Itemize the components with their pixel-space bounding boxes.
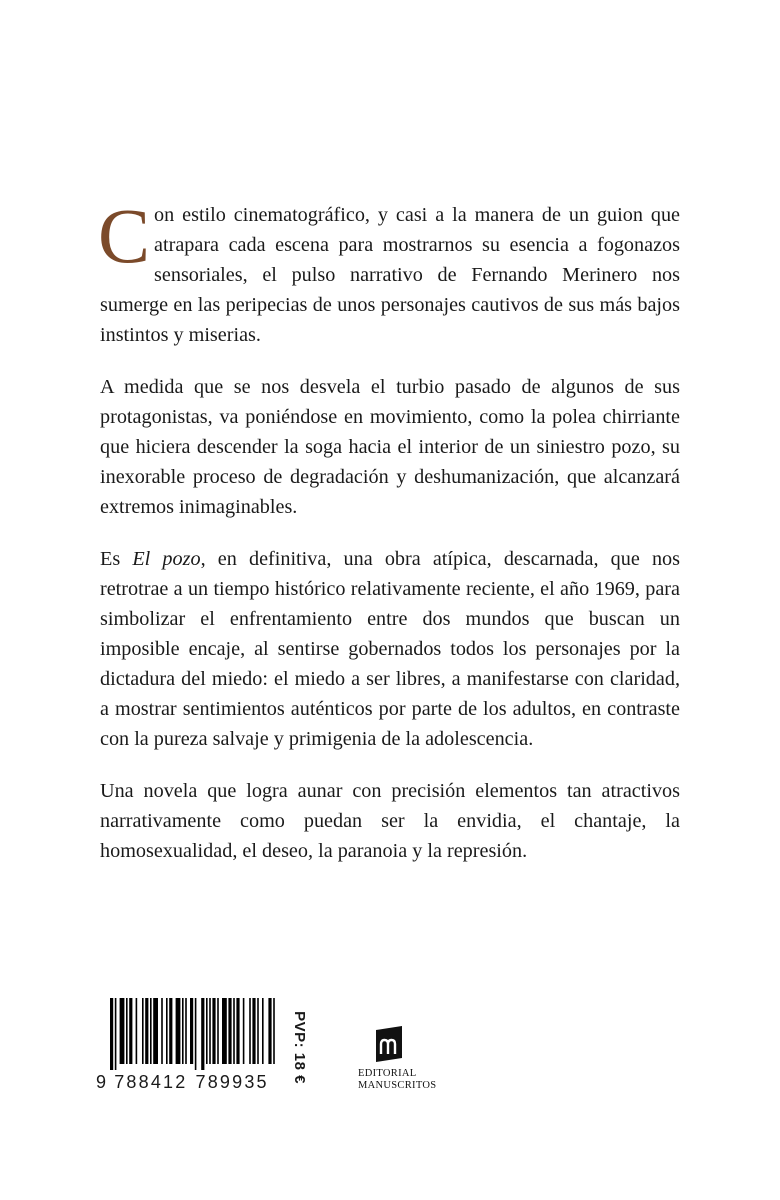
barcode-bar xyxy=(129,998,132,1064)
synopsis-text xyxy=(98,192,681,888)
barcode-bar xyxy=(126,998,128,1064)
barcode-bar xyxy=(115,998,117,1070)
barcode-bar xyxy=(236,998,239,1064)
barcode-bar xyxy=(233,998,235,1064)
isbn-number xyxy=(96,1068,282,1096)
barcode-bar xyxy=(153,998,158,1064)
barcode-bar xyxy=(182,998,184,1064)
book-m-logo-icon xyxy=(372,1024,406,1064)
barcode-bar xyxy=(257,998,259,1064)
drop-cap: C xyxy=(98,192,151,279)
publisher-line-2: MANUSCRITOS xyxy=(358,1080,437,1091)
barcode-box xyxy=(96,998,282,1096)
barcode-bar xyxy=(268,998,271,1064)
barcode-bar xyxy=(176,998,181,1064)
barcode-bar xyxy=(195,998,197,1070)
paragraph-1 xyxy=(98,192,680,350)
barcode-bar xyxy=(273,998,275,1064)
publisher-name xyxy=(358,1068,462,1092)
paragraph-4: Una novela que logra aunar con precisión elementos tan atractivos narrativamente como puedan ser la envidia, el chantaje, la homosexualidad, el deseo, la paranoia y la represión. xyxy=(100,780,680,862)
isbn-left-digits: 788412 xyxy=(114,1071,188,1092)
barcode-bar xyxy=(217,998,219,1064)
barcode-bar xyxy=(262,998,264,1064)
price-label xyxy=(288,998,310,1096)
isbn-right-digits: 789935 xyxy=(195,1071,269,1092)
paragraph-2: A medida que se nos desvela el turbio pasado de algunos de sus protagonistas, va poniéndose en movimiento, como la polea chirriante que hiciera descender la soga hacia el interior de un siniestro pozo, su inexorable proceso de degradación y deshumanización, que alcanzará extremos inimaginables. xyxy=(100,376,680,518)
publisher-logo-block xyxy=(352,1024,462,1092)
publisher-line-1: EDITORIAL xyxy=(358,1068,417,1079)
barcode-bars xyxy=(110,998,276,1070)
price-text: PVP: 18 € xyxy=(290,1010,308,1084)
barcode-bar xyxy=(228,998,231,1064)
book-title-italic: El pozo xyxy=(132,548,201,570)
isbn-barcode xyxy=(96,998,306,1096)
barcode-bar xyxy=(185,998,187,1064)
barcode-bar xyxy=(249,998,251,1064)
paragraph-3-prefix: Es xyxy=(100,548,133,570)
barcode-bar xyxy=(169,998,172,1064)
isbn-first-digit: 9 xyxy=(96,1071,109,1092)
barcode-bar xyxy=(145,998,148,1064)
barcode-bar xyxy=(136,998,138,1064)
barcode-bar xyxy=(161,998,163,1064)
barcode-bar xyxy=(150,998,152,1064)
barcode-bar xyxy=(201,998,204,1070)
barcode-bar xyxy=(166,998,168,1064)
paragraph-3 xyxy=(100,544,680,754)
paragraph-1-text: on estilo cinematográfico, y casi a la manera de un guion que atrapara cada escena para mostrarnos su esencia a fogonazos sensoriales, el pulso narrativo de Fernando Merinero nos sumerge en las peripecias de unos personajes cautivos de sus más bajos instintos y miserias. xyxy=(100,204,680,346)
barcode-bar xyxy=(212,998,215,1064)
barcode-bar xyxy=(243,998,245,1064)
paragraph-3-text: , en definitiva, una obra atípica, descarnada, que nos retrotrae a un tiempo histórico relativamente reciente, el año 1969, para simbolizar el enfrentamiento entre dos mundos que buscan un imposible encaje, al sentirse gobernados todos los personajes por la dictadura del miedo: el miedo a ser libres, a manifestarse con claridad, a mostrar sentimientos auténticos por parte de los adultos, en contraste con la pureza salvaje y primigenia de la adolescencia. xyxy=(100,548,681,750)
barcode-bar xyxy=(222,998,227,1064)
barcode-bar xyxy=(209,998,211,1064)
barcode-bar xyxy=(190,998,193,1064)
barcode-bar xyxy=(110,998,113,1070)
barcode-bar xyxy=(120,998,125,1064)
barcode-bar xyxy=(252,998,255,1064)
barcode-bar xyxy=(142,998,144,1064)
barcode-bar xyxy=(206,998,208,1064)
